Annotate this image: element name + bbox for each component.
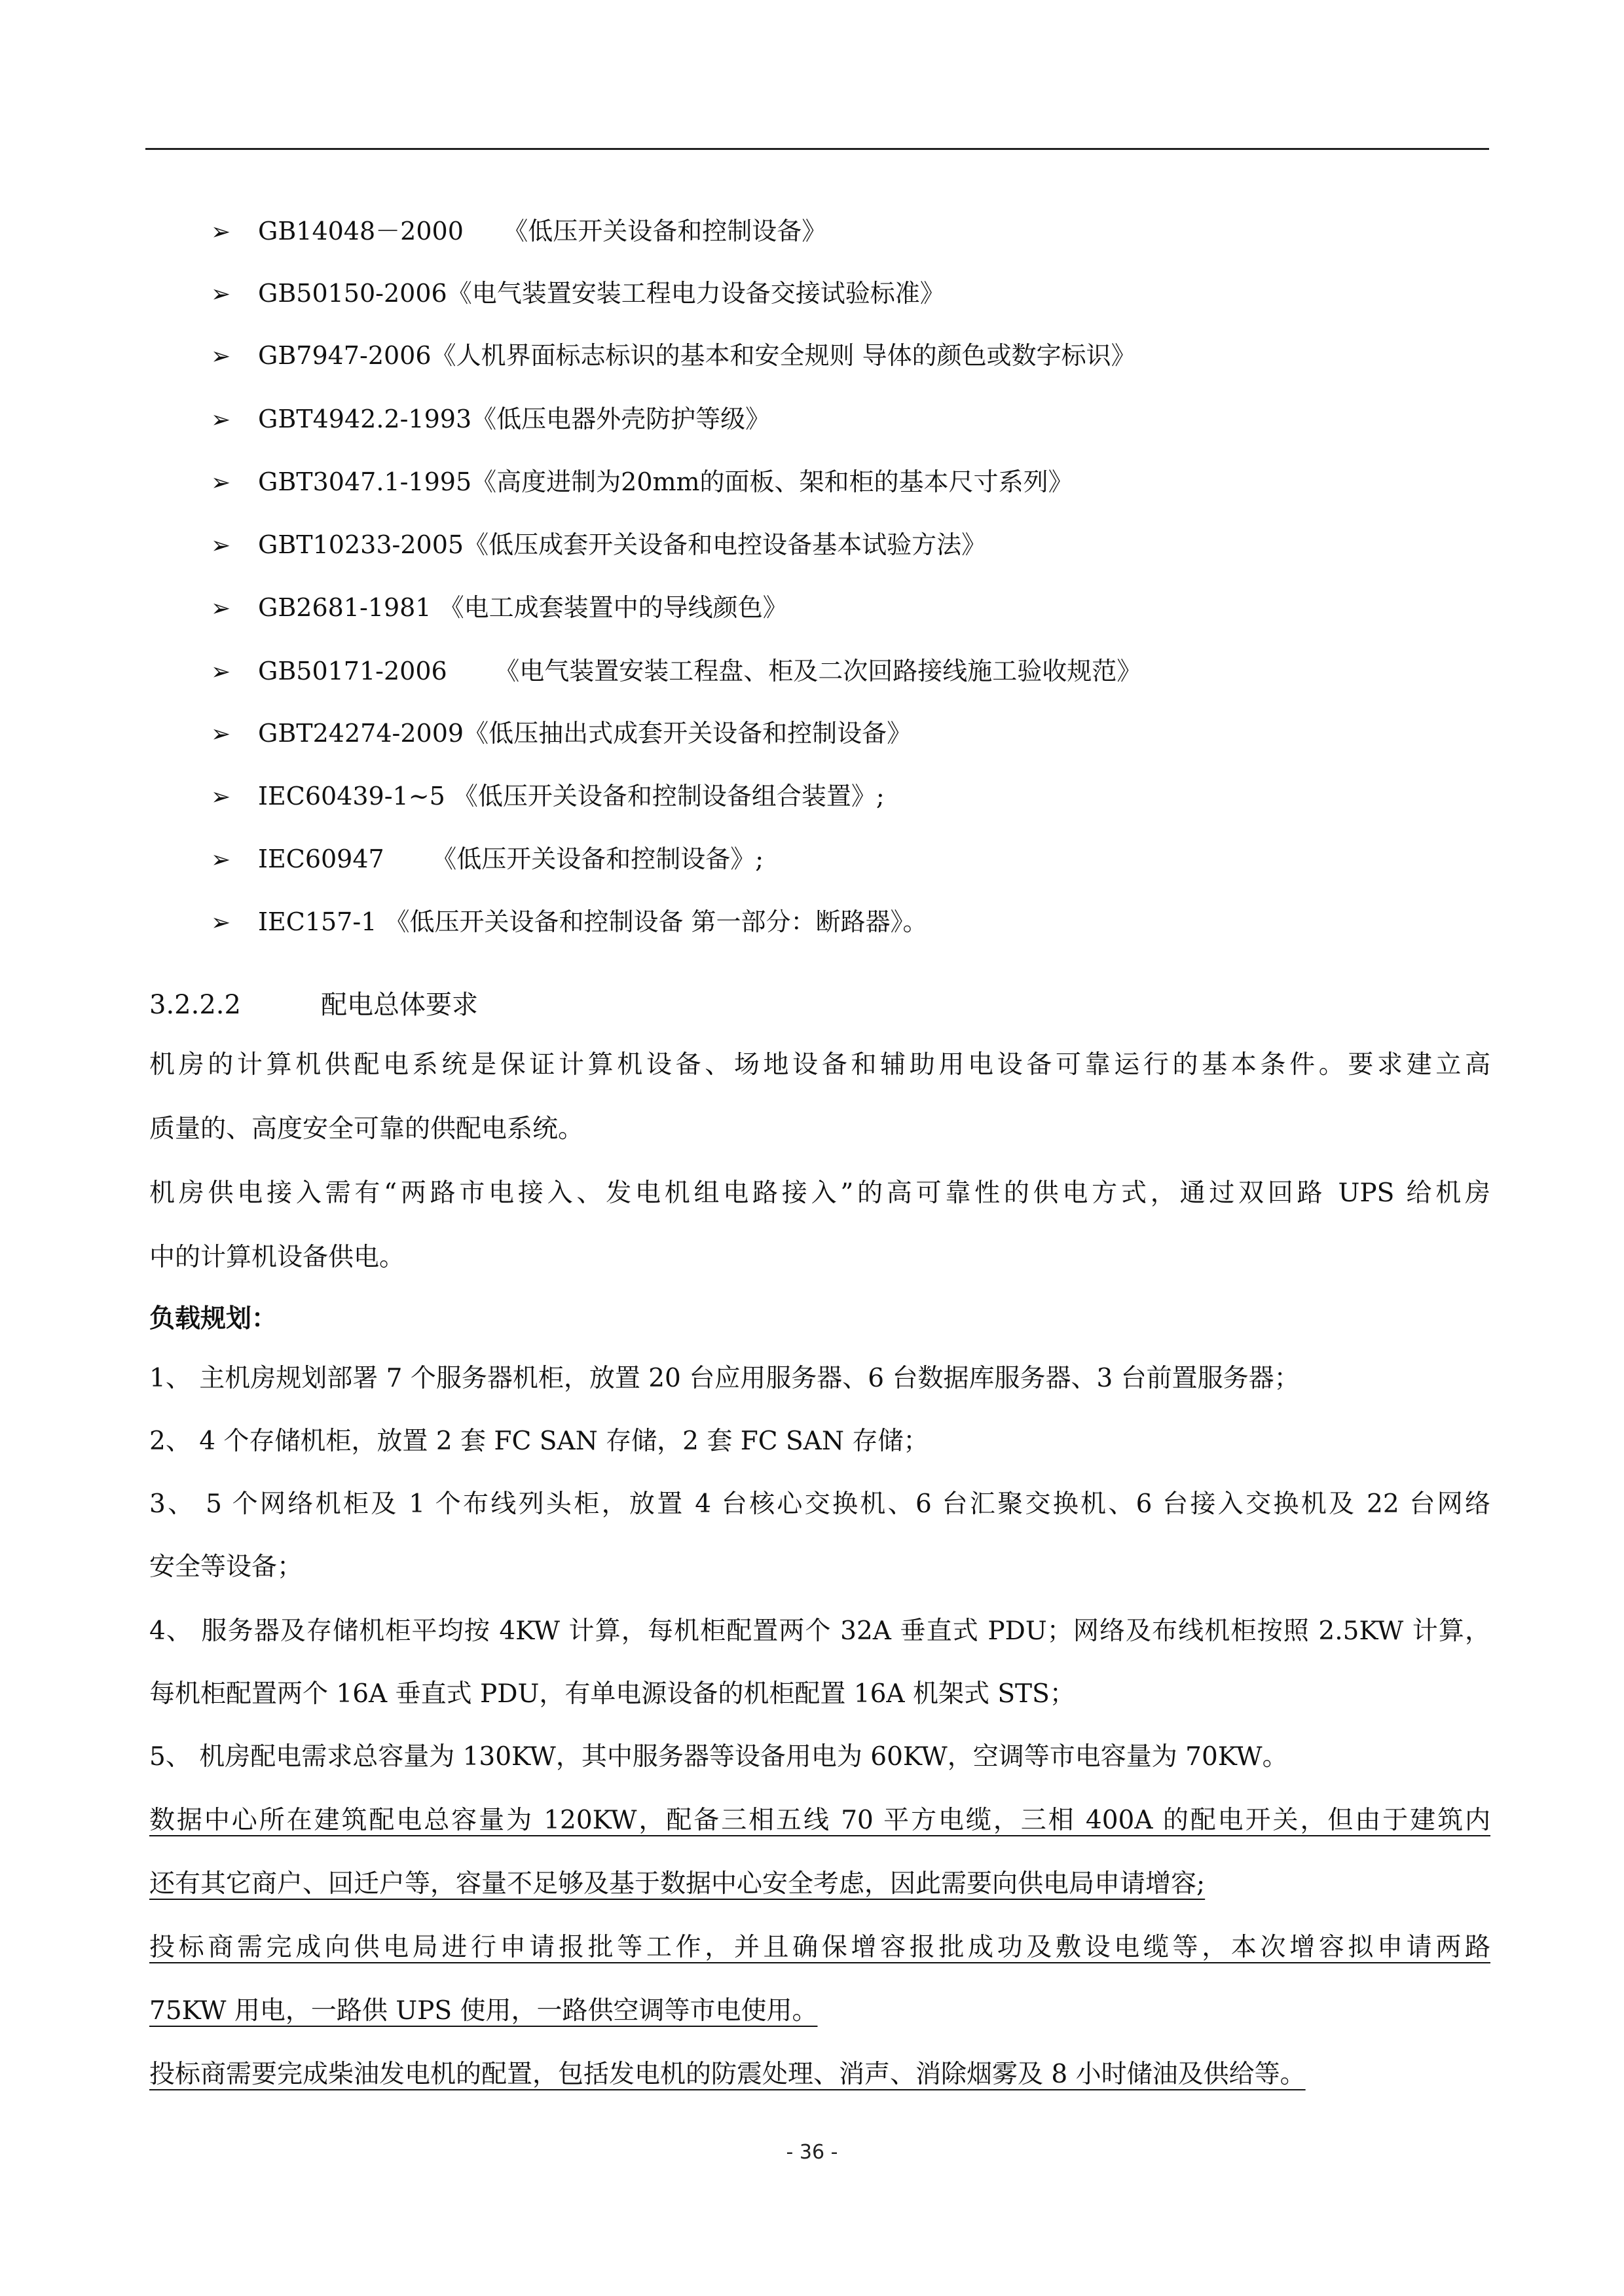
list-item: 3、 5 个网络机柜及 1 个布线列头柜，放置 4 台核心交换机、6 台汇聚交换机、6 台接入交换机及 22 台网络: [149, 1489, 1490, 1519]
standard-item: [211, 393, 1488, 445]
standard-item: [211, 896, 1488, 948]
paragraph-line: 机房供电接入需有“两路市电接入、发电机组电路接入”的高可靠性的供电方式，通过双回路 UPS 给机房: [149, 1178, 1490, 1208]
standard-item: [211, 581, 1488, 634]
arrow-bullet-icon: ➢: [211, 532, 231, 559]
standard-code: GB50150-2006: [258, 279, 447, 308]
section-number: 3.2.2.2: [149, 990, 241, 1020]
header-rule: [145, 148, 1489, 150]
standard-item: [211, 205, 1488, 257]
standard-code: IEC60439-1~5: [258, 782, 445, 811]
standard-title: 《电工成套装置中的导线颜色》: [439, 593, 788, 622]
underlined-line: 投标商需要完成柴油发电机的配置，包括发电机的防震处理、消声、消除烟雾及 8 小时储油及供给等。: [149, 2060, 1306, 2089]
list-item: 2、 4 个存储机柜，放置 2 套 FC SAN 存储，2 套 FC SAN 存储；: [149, 1427, 929, 1456]
arrow-bullet-icon: ➢: [211, 595, 231, 622]
arrow-bullet-icon: ➢: [211, 909, 231, 936]
standard-title: 《电气装置安装工程盘、柜及二次回路接线施工验收规范》: [494, 657, 1142, 685]
section-title: 配电总体要求: [321, 990, 478, 1020]
underlined-line: 75KW 用电，一路供 UPS 使用，一路供空调等市电使用。: [149, 1996, 818, 2026]
underlined-line: 还有其它商户、回迁户等，容量不足够及基于数据中心安全考虑，因此需要向供电局申请增容;: [149, 1869, 1206, 1899]
section-heading: [149, 979, 478, 1031]
standard-gap: [445, 782, 453, 811]
standard-title: 《低压抽出式成套开关设备和控制设备》: [464, 719, 912, 748]
standard-gap: [432, 593, 439, 622]
standard-item: [211, 833, 1488, 885]
standard-code: IEC60947: [258, 845, 384, 873]
standard-item: [211, 329, 1488, 382]
standard-item: [211, 456, 1488, 508]
standard-code: GB7947-2006: [258, 341, 432, 370]
list-item: 5、 机房配电需求总容量为 130KW，其中服务器等设备用电为 60KW，空调等市电容量为 70KW。: [149, 1742, 1288, 1772]
standard-gap: [447, 657, 494, 685]
standard-item: [211, 770, 1488, 822]
standard-code: IEC157-1: [258, 907, 377, 936]
underlined-line: 数据中心所在建筑配电总容量为 120KW，配备三相五线 70 平方电缆，三相 400A 的配电开关，但由于建筑内: [149, 1806, 1490, 1835]
arrow-bullet-icon: ➢: [211, 469, 231, 496]
standard-item: [211, 267, 1488, 319]
list-item: 每机柜配置两个 16A 垂直式 PDU，有单电源设备的机柜配置 16A 机架式 STS；: [149, 1679, 1075, 1709]
list-item: 安全等设备；: [149, 1552, 303, 1582]
standard-code: GBT24274-2009: [258, 719, 464, 748]
arrow-bullet-icon: ➢: [211, 281, 231, 308]
standard-title: 《低压成套开关设备和电控设备基本试验方法》: [464, 530, 987, 559]
standard-title: 《电气装置安装工程电力设备交接试验标准》: [447, 279, 945, 308]
paragraph-line: 机房的计算机供配电系统是保证计算机设备、场地设备和辅助用电设备可靠运行的基本条件。要求建立高: [149, 1050, 1490, 1080]
arrow-bullet-icon: ➢: [211, 659, 231, 685]
standard-code: GB2681-1981: [258, 593, 432, 622]
paragraph-line: 中的计算机设备供电。: [149, 1243, 405, 1272]
arrow-bullet-icon: ➢: [211, 847, 231, 873]
standard-gap: [377, 907, 384, 936]
standard-gap: [464, 217, 503, 246]
page-number: - 36 -: [786, 2141, 838, 2164]
standard-item: [211, 645, 1488, 697]
standard-code: GBT4942.2-1993: [258, 405, 472, 433]
paragraph-line: 质量的、高度安全可靠的供配电系统。: [149, 1114, 584, 1144]
arrow-bullet-icon: ➢: [211, 219, 231, 246]
arrow-bullet-icon: ➢: [211, 721, 231, 748]
arrow-bullet-icon: ➢: [211, 407, 231, 433]
underlined-line: 投标商需完成向供电局进行申请报批等工作，并且确保增容报批成功及敷设电缆等，本次增容拟申请两路: [149, 1933, 1490, 1962]
standard-title: 《低压开关设备和控制设备》: [503, 217, 827, 246]
list-item: 1、 主机房规划部署 7 个服务器机柜，放置 20 台应用服务器、6 台数据库服务器、3 台前置服务器；: [149, 1364, 1300, 1393]
standard-item: [211, 707, 1488, 759]
list-item: 4、 服务器及存储机柜平均按 4KW 计算，每机柜配置两个 32A 垂直式 PDU；网络及布线机柜按照 2.5KW 计算，: [149, 1616, 1490, 1646]
standard-code: GBT3047.1-1995: [258, 467, 472, 496]
standard-code: GB14048－2000: [258, 217, 464, 246]
load-planning-heading: 负载规划：: [149, 1304, 278, 1334]
standard-title: 《低压电器外壳防护等级》: [471, 405, 771, 433]
arrow-bullet-icon: ➢: [211, 343, 231, 370]
standard-title: 《低压开关设备和控制设备组合装置》;: [452, 782, 885, 811]
arrow-bullet-icon: ➢: [211, 784, 231, 811]
standard-title: 《人机界面标志标识的基本和安全规则 导体的颜色或数字标识》: [431, 341, 1136, 370]
standard-title: 《低压开关设备和控制设备》;: [432, 845, 764, 873]
standard-item: [211, 519, 1488, 571]
standard-title: 《低压开关设备和控制设备 第一部分：断路器》。: [384, 907, 928, 936]
standard-code: GB50171-2006: [258, 657, 447, 685]
standard-title: 《高度进制为20mm的面板、架和柜的基本尺寸系列》: [471, 467, 1073, 496]
standard-gap: [384, 845, 432, 873]
standard-code: GBT10233-2005: [258, 530, 464, 559]
